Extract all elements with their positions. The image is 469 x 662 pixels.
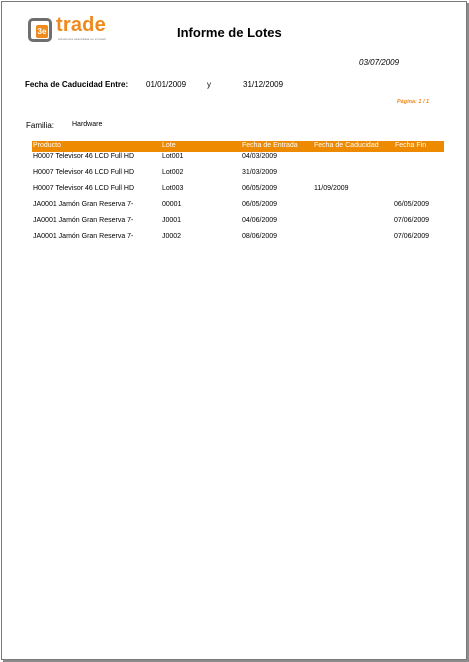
family-value: Hardware: [72, 121, 103, 128]
cell-fecha-fin: 07/06/2009: [394, 233, 430, 240]
cell-lote: Lot001: [162, 153, 184, 160]
cell-fecha-entrada: 06/05/2009: [242, 201, 278, 208]
cell-producto: JA0001 Jamón Gran Reserva 7-: [33, 201, 134, 208]
cell-lote: Lot002: [162, 169, 184, 176]
cell-fecha-entrada: 31/03/2009: [242, 169, 278, 176]
cell-producto: H0007 Televisor 46 LCD Full HD: [33, 153, 135, 160]
logo-tagline: soluciones avanzadas en el retail: [58, 37, 106, 41]
cell-fecha-entrada: 04/06/2009: [242, 217, 278, 224]
table-header: [32, 141, 444, 152]
cell-lote: J0002: [162, 233, 182, 240]
column-header-fecha-fin: Fecha Fin: [395, 142, 427, 149]
cell-lote: Lot003: [162, 185, 184, 192]
cell-fecha-entrada: 04/03/2009: [242, 153, 278, 160]
company-logo: [28, 14, 108, 47]
column-header-fecha-caducidad: Fecha de Caducidad: [314, 142, 379, 149]
table-row: [0, 184, 469, 196]
cell-fecha-entrada: 06/05/2009: [242, 185, 278, 192]
cell-producto: JA0001 Jamón Gran Reserva 7-: [33, 217, 134, 224]
page-number: Página: 1 / 1: [397, 99, 430, 105]
expiry-range-to: 31/12/2009: [243, 80, 284, 89]
cell-producto: JA0001 Jamón Gran Reserva 7-: [33, 233, 134, 240]
cell-fecha-entrada: 08/06/2009: [242, 233, 278, 240]
expiry-range-from: 01/01/2009: [146, 80, 187, 89]
cell-lote: 00001: [162, 201, 182, 208]
cell-producto: H0007 Televisor 46 LCD Full HD: [33, 169, 135, 176]
logo-wordmark: trade: [56, 14, 106, 36]
cell-producto: H0007 Televisor 46 LCD Full HD: [33, 185, 135, 192]
cell-fecha-fin: 07/06/2009: [394, 217, 430, 224]
table-row: [0, 152, 469, 164]
expiry-range-label: Fecha de Caducidad Entre:: [25, 80, 129, 89]
cell-fecha-caducidad: 11/09/2009: [314, 185, 349, 192]
column-header-lote: Lote: [162, 142, 176, 149]
column-header-producto: Producto: [33, 142, 62, 149]
cell-fecha-fin: 06/05/2009: [394, 201, 430, 208]
family-label: Familia:: [26, 121, 55, 130]
table-row: [0, 216, 469, 228]
table-row: [0, 232, 469, 244]
report-title: Informe de Lotes: [177, 25, 282, 40]
table-row: [0, 200, 469, 212]
expiry-range-conjunction: y: [207, 80, 211, 89]
logo-mark-text: 3e: [37, 27, 47, 36]
table-row: [0, 168, 469, 180]
report-date: 03/07/2009: [359, 58, 400, 67]
logo-mark-icon: [28, 18, 52, 42]
column-header-fecha-entrada: Fecha de Entrada: [242, 142, 298, 149]
cell-lote: J0001: [162, 217, 182, 224]
